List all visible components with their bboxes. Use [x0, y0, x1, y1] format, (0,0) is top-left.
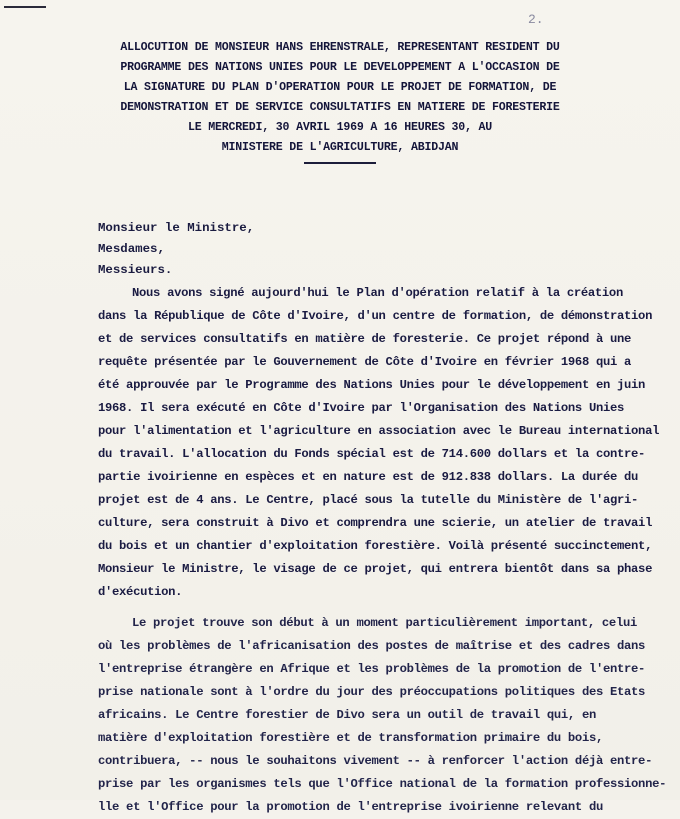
text-line: partie ivoirienne en espèces et en nature est de 912.838 dollars. La durée du: [98, 470, 639, 484]
heading-line: LA SIGNATURE DU PLAN D'OPERATION POUR LE PROJET DE FORMATION, DE: [123, 81, 557, 94]
text-line: culture, sera construit à Divo et comprendra une scierie, un atelier de travail: [98, 516, 653, 530]
salutation: [98, 218, 254, 281]
text-line: du bois et un chantier d'exploitation forestière. Voilà présenté succinctement,: [98, 539, 653, 553]
text-line: africains. Le Centre forestier de Divo sera un outil de travail qui, en: [98, 708, 596, 722]
heading-line: LE MERCREDI, 30 AVRIL 1969 A 16 HEURES 30, AU: [187, 121, 493, 134]
text-line: projet est de 4 ans. Le Centre, placé sous la tutelle du Ministère de l'agri-: [98, 493, 639, 507]
heading-line: DEMONSTRATION ET DE SERVICE CONSULTATIFS EN MATIERE DE FORESTERIE: [120, 101, 560, 114]
text-line: dans la République de Côte d'Ivoire, d'un centre de formation, de démonstration: [98, 309, 653, 323]
page-number: 2.: [528, 12, 544, 27]
salutation-line: Mesdames,: [98, 242, 165, 256]
salutation-line: Monsieur le Ministre,: [98, 221, 255, 235]
text-line: prise nationale sont à l'ordre du jour des préoccupations politiques des Etats: [98, 685, 646, 699]
text-line: été approuvée par le Programme des Nations Unies pour le développement en juin: [98, 378, 646, 392]
text-line: pour l'alimentation et l'agriculture en association avec le Bureau international: [98, 424, 660, 438]
text-line: où les problèmes de l'africanisation des postes de maîtrise et des cadres dans: [98, 639, 646, 653]
heading-line: PROGRAMME DES NATIONS UNIES POUR LE DEVELOPPEMENT A L'OCCASION DE: [120, 61, 560, 74]
corner-mark: [4, 6, 46, 8]
text-line: Monsieur le Ministre, le visage de ce projet, qui entrera bientôt dans sa phase: [98, 562, 653, 576]
text-line: requête présentée par le Gouvernement de Côte d'Ivoire en février 1968 qui a: [98, 355, 632, 369]
text-line: l'entreprise étrangère en Afrique et les problèmes de la promotion de l'entre-: [98, 662, 646, 676]
heading-line: ALLOCUTION DE MONSIEUR HANS EHRENSTRALE, REPRESENTANT RESIDENT DU: [120, 41, 560, 54]
heading-underline: [304, 162, 376, 164]
text-line: Nous avons signé aujourd'hui le Plan d'opération relatif à la création: [132, 286, 623, 300]
speech-heading: [60, 38, 620, 164]
text-line: lle et l'Office pour la promotion de l'entreprise ivoirienne relevant du: [98, 800, 603, 814]
text-line: 1968. Il sera exécuté en Côte d'Ivoire par l'Organisation des Nations Unies: [98, 401, 625, 415]
text-line: Le projet trouve son début à un moment particulièrement important, celui: [132, 616, 637, 630]
paragraph-2: [98, 612, 668, 819]
paragraph-1: [98, 282, 668, 604]
heading-line: MINISTERE DE L'AGRICULTURE, ABIDJAN: [221, 141, 459, 154]
salutation-line: Messieurs.: [98, 263, 173, 277]
text-line: matière d'exploitation forestière et de transformation primaire du bois,: [98, 731, 603, 745]
text-line: du travail. L'allocation du Fonds spécial est de 714.600 dollars et la contre-: [98, 447, 646, 461]
text-line: prise par les organismes tels que l'Office national de la formation professionne-: [98, 777, 667, 791]
text-line: d'exécution.: [98, 585, 183, 599]
text-line: et de services consultatifs en matière de foresterie. Ce projet répond à une: [98, 332, 632, 346]
text-line: contribuera, -- nous le souhaitons vivement -- à renforcer l'action déjà entre-: [98, 754, 653, 768]
